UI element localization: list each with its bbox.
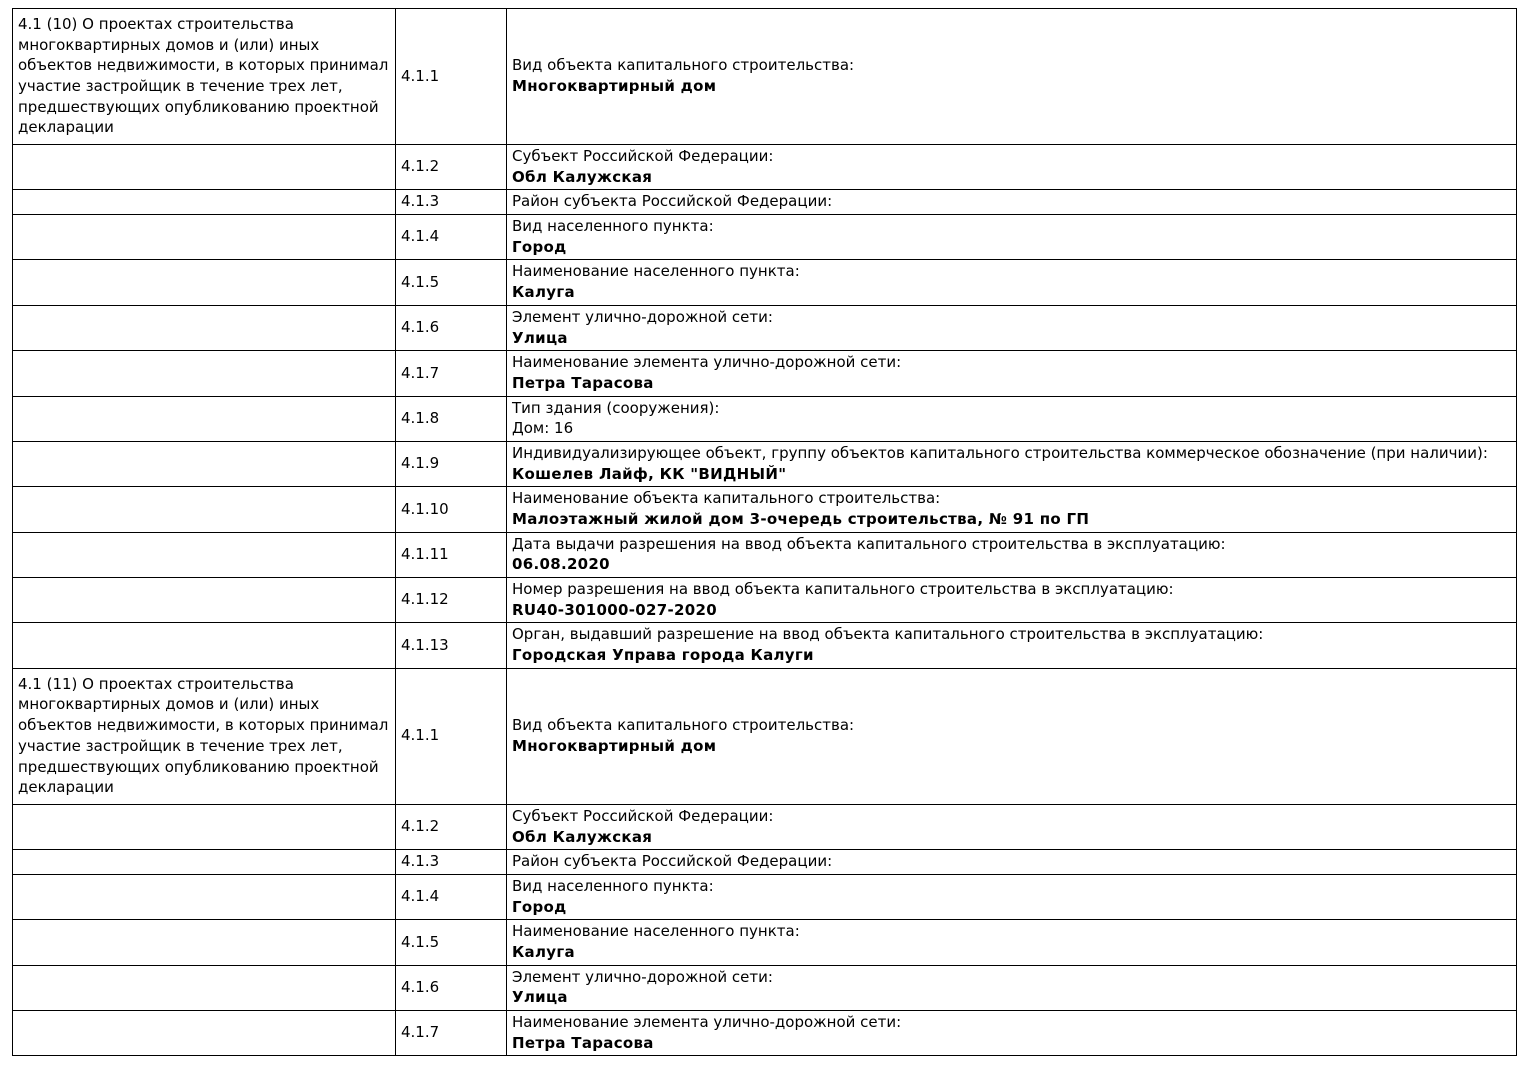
field-label: Субъект Российской Федерации: <box>512 806 774 825</box>
field-cell <box>507 145 1517 190</box>
empty-cell <box>13 441 396 486</box>
item-number: 4.1.2 <box>396 145 507 190</box>
field-label: Район субъекта Российской Федерации: <box>512 192 833 211</box>
field-value: Малоэтажный жилой дом 3-очередь строительства, № 91 по ГП <box>512 510 1090 528</box>
field-label: Номер разрешения на ввод объекта капитального строительства в эксплуатацию: <box>512 580 1174 599</box>
table-row <box>13 215 1517 260</box>
table-row <box>13 487 1517 532</box>
field-cell <box>507 874 1517 919</box>
field-cell <box>507 532 1517 577</box>
table-row <box>13 965 1517 1010</box>
table-row <box>13 190 1517 215</box>
field-label: Наименование объекта капитального строительства: <box>512 489 941 508</box>
field-label: Вид объекта капитального строительства: <box>512 716 855 735</box>
empty-cell <box>13 623 396 668</box>
empty-cell <box>13 965 396 1010</box>
field-label: Дата выдачи разрешения на ввод объекта капитального строительства в эксплуатацию: <box>512 534 1226 553</box>
field-value: Петра Тарасова <box>512 373 654 392</box>
table-row <box>13 874 1517 919</box>
section-header-cell: 4.1 (11) О проектах строительства многоквартирных домов и (или) иных объектов недвижимости, в которых принимал участие застройщик в течение трех лет, предшествующих опубликованию проектной декларации <box>13 668 396 804</box>
field-label: Орган, выдавший разрешение на ввод объекта капитального строительства в эксплуатацию: <box>512 625 1264 644</box>
empty-cell <box>13 804 396 849</box>
field-label: Вид населенного пункта: <box>512 876 714 895</box>
item-number: 4.1.7 <box>396 351 507 396</box>
empty-cell <box>13 351 396 396</box>
item-number: 4.1.1 <box>396 9 507 145</box>
empty-cell <box>13 532 396 577</box>
item-number: 4.1.9 <box>396 441 507 486</box>
field-value: Обл Калужская <box>512 167 653 186</box>
table-row <box>13 260 1517 305</box>
field-cell <box>507 305 1517 350</box>
table-row <box>13 623 1517 668</box>
field-value: Калуга <box>512 942 575 961</box>
empty-cell <box>13 487 396 532</box>
empty-cell <box>13 145 396 190</box>
table-row <box>13 396 1517 441</box>
table-row <box>13 351 1517 396</box>
table-row <box>13 1011 1517 1056</box>
field-value: Городская Управа города Калуги <box>512 646 814 665</box>
item-number: 4.1.3 <box>396 850 507 875</box>
item-number: 4.1.1 <box>396 668 507 804</box>
empty-cell <box>13 190 396 215</box>
field-cell <box>507 441 1517 486</box>
field-value: RU40-301000-027-2020 <box>512 600 717 619</box>
field-value: Кошелев Лайф, КК "ВИДНЫЙ" <box>512 464 787 483</box>
empty-cell <box>13 850 396 875</box>
table-row <box>13 532 1517 577</box>
field-cell <box>507 850 1517 875</box>
table-row <box>13 578 1517 623</box>
field-label: Элемент улично-дорожной сети: <box>512 307 773 326</box>
field-cell <box>507 9 1517 145</box>
field-label: Элемент улично-дорожной сети: <box>512 967 773 986</box>
field-cell <box>507 578 1517 623</box>
table-row <box>13 145 1517 190</box>
item-number: 4.1.13 <box>396 623 507 668</box>
field-label: Вид объекта капитального строительства: <box>512 56 855 75</box>
section-header-cell: 4.1 (10) О проектах строительства многоквартирных домов и (или) иных объектов недвижимости, в которых принимал участие застройщик в течение трех лет, предшествующих опубликованию проектной декларации <box>13 9 396 145</box>
field-cell <box>507 965 1517 1010</box>
field-value: Город <box>512 237 567 256</box>
field-label: Наименование элемента улично-дорожной сети: <box>512 1013 902 1031</box>
field-label: Район субъекта Российской Федерации: <box>512 852 833 871</box>
empty-cell <box>13 578 396 623</box>
field-value: Многоквартирный дом <box>512 77 717 95</box>
item-number: 4.1.4 <box>396 874 507 919</box>
table-row <box>13 920 1517 965</box>
empty-cell <box>13 874 396 919</box>
item-number: 4.1.5 <box>396 920 507 965</box>
item-number: 4.1.11 <box>396 532 507 577</box>
empty-cell <box>13 305 396 350</box>
table-row <box>13 804 1517 849</box>
field-label: Индивидуализирующее объект, группу объектов капитального строительства коммерческое обозначение (при наличии): <box>512 443 1488 462</box>
field-label: Наименование населенного пункта: <box>512 262 800 281</box>
table-row <box>13 305 1517 350</box>
empty-cell <box>13 1011 396 1056</box>
table-row <box>13 668 1517 804</box>
empty-cell <box>13 396 396 441</box>
field-value: Улица <box>512 328 568 347</box>
item-number: 4.1.8 <box>396 396 507 441</box>
field-label: Вид населенного пункта: <box>512 217 714 236</box>
table-row <box>13 850 1517 875</box>
field-cell <box>507 487 1517 532</box>
item-number: 4.1.3 <box>396 190 507 215</box>
field-value: Улица <box>512 988 568 1007</box>
field-label: Субъект Российской Федерации: <box>512 147 774 165</box>
field-label: Наименование населенного пункта: <box>512 922 800 941</box>
field-value: 06.08.2020 <box>512 555 610 574</box>
item-number: 4.1.6 <box>396 965 507 1010</box>
field-cell <box>507 804 1517 849</box>
field-cell <box>507 668 1517 804</box>
empty-cell <box>13 260 396 305</box>
table-row <box>13 9 1517 145</box>
field-cell <box>507 396 1517 441</box>
field-cell <box>507 351 1517 396</box>
item-number: 4.1.4 <box>396 215 507 260</box>
field-label: Тип здания (сооружения): <box>512 398 720 417</box>
field-value: Дом: 16 <box>512 419 574 438</box>
item-number: 4.1.10 <box>396 487 507 532</box>
field-value: Калуга <box>512 283 575 302</box>
item-number: 4.1.7 <box>396 1011 507 1056</box>
empty-cell <box>13 920 396 965</box>
field-value: Город <box>512 897 567 916</box>
declaration-table <box>12 8 1517 1056</box>
field-value: Петра Тарасова <box>512 1033 654 1052</box>
field-cell <box>507 215 1517 260</box>
field-cell <box>507 920 1517 965</box>
item-number: 4.1.5 <box>396 260 507 305</box>
field-cell <box>507 260 1517 305</box>
field-cell <box>507 623 1517 668</box>
item-number: 4.1.2 <box>396 804 507 849</box>
field-value: Многоквартирный дом <box>512 736 717 755</box>
empty-cell <box>13 215 396 260</box>
field-value: Обл Калужская <box>512 827 653 846</box>
field-label: Наименование элемента улично-дорожной сети: <box>512 353 902 372</box>
table-row <box>13 441 1517 486</box>
item-number: 4.1.12 <box>396 578 507 623</box>
field-cell <box>507 1011 1517 1056</box>
declaration-table-body <box>13 9 1517 1056</box>
item-number: 4.1.6 <box>396 305 507 350</box>
field-cell <box>507 190 1517 215</box>
